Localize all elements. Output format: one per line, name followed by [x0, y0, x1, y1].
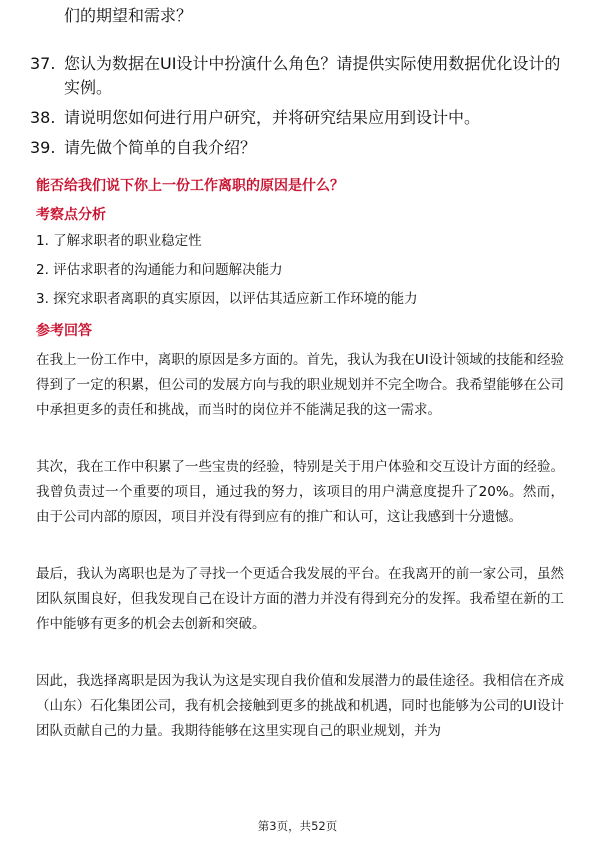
answer-paragraph: 其次，我在工作中积累了一些宝贵的经验，特别是关于用户体验和交互设计方面的经验。我曾负责过一个重要的项目，通过我的努力，该项目的用户满意度提升了20%。然而，由于公司内部的原因，项目并没有得到应有的推广和认可，这让我感到十分遗憾。	[36, 459, 564, 525]
page-number: 第3页，共52页	[257, 819, 338, 833]
question-list	[0, 52, 595, 166]
analysis-point: 1. 了解求职者的职业稳定性	[36, 233, 202, 249]
analysis-point: 2. 评估求职者的沟通能力和问题解决能力	[36, 262, 283, 278]
answer-body	[36, 348, 564, 776]
analysis-heading: 考察点分析	[36, 207, 106, 223]
question-text: 请说明您如何进行用户研究，并将研究结果应用到设计中。	[64, 108, 481, 127]
question-number: 38.	[30, 108, 56, 127]
answer-heading: 参考回答	[36, 323, 92, 339]
analysis-points	[36, 232, 418, 319]
question-item	[0, 52, 595, 100]
interview-question-heading: 能否给我们说下你上一份工作离职的原因是什么？	[36, 178, 344, 194]
question-text: 您认为数据在UI设计中扮演什么角色？请提供实际使用数据优化设计的实例。	[64, 54, 561, 97]
answer-paragraph: 最后，我认为离职也是为了寻找一个更适合我发展的平台。在我离开的前一家公司，虽然团队氛围良好，但我发现自己在设计方面的潜力并没有得到充分的发挥。我希望在新的工作中能够有更多的机会去创新和突破。	[36, 566, 564, 632]
question-number: 39.	[30, 138, 56, 157]
question-continuation: 们的期望和需求？	[64, 6, 193, 25]
question-number: 37.	[30, 54, 56, 73]
analysis-point: 3. 探究求职者离职的真实原因，以评估其适应新工作环境的能力	[36, 291, 418, 307]
question-item	[0, 136, 595, 160]
question-text: 请先做个简单的自我介绍？	[64, 138, 257, 157]
answer-paragraph: 因此，我选择离职是因为我认为这是实现自我价值和发展潜力的最佳途径。我相信在齐成（山东）石化集团公司，我有机会接触到更多的挑战和机遇，同时也能够为公司的UI设计团队贡献自己的力量。我期待能够在这里实现自己的职业规划，并为	[36, 673, 564, 739]
question-item	[0, 106, 595, 130]
answer-paragraph: 在我上一份工作中，离职的原因是多方面的。首先，我认为我在UI设计领域的技能和经验得到了一定的积累，但公司的发展方向与我的职业规划并不完全吻合。我希望能够在公司中承担更多的责任和挑战，而当时的岗位并不能满足我的这一需求。	[36, 352, 564, 418]
